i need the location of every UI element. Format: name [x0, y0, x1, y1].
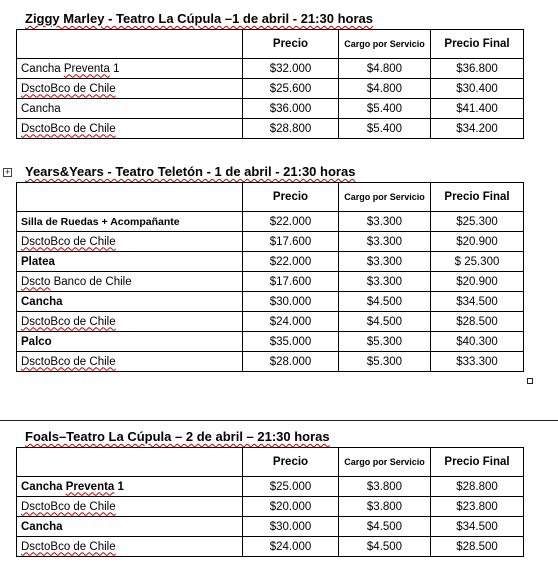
row-label[interactable]: Platea: [17, 252, 243, 272]
row-final[interactable]: $23.800: [431, 497, 524, 517]
row-price[interactable]: $22.000: [243, 212, 339, 232]
header-empty-cell[interactable]: [17, 183, 243, 212]
table-row: [17, 352, 524, 372]
event-title-years: [25, 164, 355, 179]
header-final-price[interactable]: Precio Final: [431, 448, 524, 477]
table-row: [17, 272, 524, 292]
row-fee[interactable]: $3.300: [339, 212, 431, 232]
row-price[interactable]: $32.000: [243, 59, 339, 79]
row-label[interactable]: Cancha: [17, 517, 243, 537]
row-fee[interactable]: $5.300: [339, 352, 431, 372]
price-table-foals: [16, 447, 524, 557]
row-label[interactable]: Cancha: [17, 99, 243, 119]
row-fee[interactable]: $3.300: [339, 272, 431, 292]
row-price[interactable]: $36.000: [243, 99, 339, 119]
row-final[interactable]: $28.800: [431, 477, 524, 497]
row-price[interactable]: $17.600: [243, 232, 339, 252]
table-row: [17, 99, 524, 119]
row-final[interactable]: $30.400: [431, 79, 524, 99]
price-table-years: [16, 182, 524, 372]
table-row: [17, 332, 524, 352]
table-row: [17, 517, 524, 537]
row-fee[interactable]: $4.500: [339, 517, 431, 537]
row-fee[interactable]: $3.800: [339, 497, 431, 517]
row-label[interactable]: DsctoBco de Chile: [17, 119, 243, 139]
header-empty-cell[interactable]: [17, 448, 243, 477]
row-fee[interactable]: $4.800: [339, 59, 431, 79]
table-row: [17, 232, 524, 252]
table-row: [17, 212, 524, 232]
row-price[interactable]: $28.000: [243, 352, 339, 372]
row-final[interactable]: $41.400: [431, 99, 524, 119]
row-final[interactable]: $25.300: [431, 212, 524, 232]
row-label[interactable]: Dscto Banco de Chile: [17, 272, 243, 292]
row-label[interactable]: Cancha Preventa 1: [17, 59, 243, 79]
row-price[interactable]: $22.000: [243, 252, 339, 272]
row-fee[interactable]: $4.500: [339, 312, 431, 332]
header-final-price[interactable]: Precio Final: [431, 183, 524, 212]
row-final[interactable]: $34.200: [431, 119, 524, 139]
page-divider: [0, 420, 558, 421]
table-row: [17, 312, 524, 332]
row-label[interactable]: Cancha: [17, 292, 243, 312]
row-final[interactable]: $28.500: [431, 312, 524, 332]
table-row: [17, 252, 524, 272]
row-final[interactable]: $20.900: [431, 272, 524, 292]
row-fee[interactable]: $3.300: [339, 232, 431, 252]
row-price[interactable]: $24.000: [243, 537, 339, 557]
row-label[interactable]: DsctoBco de Chile: [17, 79, 243, 99]
header-service-fee[interactable]: Cargo por Servicio: [339, 183, 431, 212]
row-label[interactable]: DsctoBco de Chile: [17, 537, 243, 557]
row-fee[interactable]: $5.400: [339, 119, 431, 139]
row-final[interactable]: $34.500: [431, 292, 524, 312]
header-price[interactable]: Precio: [243, 30, 339, 59]
table-header-row: [17, 183, 524, 212]
title-text: Years&Years - Teatro Teletón - 1 de abril - 21:30 horas: [25, 164, 356, 179]
row-final[interactable]: $ 25.300: [431, 252, 524, 272]
header-price[interactable]: Precio: [243, 448, 339, 477]
row-fee[interactable]: $4.500: [339, 292, 431, 312]
row-final[interactable]: $28.500: [431, 537, 524, 557]
event-title-foals: [25, 429, 330, 444]
title-text: Foals–Teatro La Cúpula – 2 de abril – 21:30 horas: [25, 429, 330, 444]
row-fee[interactable]: $4.500: [339, 537, 431, 557]
row-label[interactable]: DsctoBco de Chile: [17, 497, 243, 517]
row-final[interactable]: $36.800: [431, 59, 524, 79]
header-price[interactable]: Precio: [243, 183, 339, 212]
row-fee[interactable]: $3.300: [339, 252, 431, 272]
row-price[interactable]: $35.000: [243, 332, 339, 352]
table-row: [17, 497, 524, 517]
row-fee[interactable]: $5.400: [339, 99, 431, 119]
table-row: [17, 119, 524, 139]
table-row: [17, 59, 524, 79]
row-price[interactable]: $20.000: [243, 497, 339, 517]
row-label[interactable]: DsctoBco de Chile: [17, 352, 243, 372]
row-price[interactable]: $25.000: [243, 477, 339, 497]
row-price[interactable]: $24.000: [243, 312, 339, 332]
table-row: [17, 537, 524, 557]
header-final-price[interactable]: Precio Final: [431, 30, 524, 59]
price-table-ziggy: [16, 29, 524, 139]
row-label[interactable]: Palco: [17, 332, 243, 352]
table-row: [17, 477, 524, 497]
row-label[interactable]: Cancha Preventa 1: [17, 477, 243, 497]
event-title-ziggy: [25, 11, 373, 26]
header-service-fee[interactable]: Cargo por Servicio: [339, 30, 431, 59]
resize-handle-icon[interactable]: [527, 378, 533, 384]
row-price[interactable]: $30.000: [243, 517, 339, 537]
row-label[interactable]: DsctoBco de Chile: [17, 312, 243, 332]
row-fee[interactable]: $3.800: [339, 477, 431, 497]
row-fee[interactable]: $4.800: [339, 79, 431, 99]
row-price[interactable]: $25.600: [243, 79, 339, 99]
table-row: [17, 292, 524, 312]
title-text: Ziggy Marley - Teatro La Cúpula –1 de abril - 21:30 horas: [25, 11, 373, 26]
header-empty-cell[interactable]: [17, 30, 243, 59]
row-fee[interactable]: $5.300: [339, 332, 431, 352]
row-label[interactable]: DsctoBco de Chile: [17, 232, 243, 252]
table-header-row: [17, 30, 524, 59]
row-final[interactable]: $34.500: [431, 517, 524, 537]
table-row: [17, 79, 524, 99]
row-price[interactable]: $30.000: [243, 292, 339, 312]
table-header-row: [17, 448, 524, 477]
move-icon[interactable]: +: [4, 167, 11, 177]
row-final[interactable]: $33.300: [431, 352, 524, 372]
row-final[interactable]: $40.300: [431, 332, 524, 352]
row-price[interactable]: $17.600: [243, 272, 339, 292]
row-final[interactable]: $20.900: [431, 232, 524, 252]
row-label[interactable]: Silla de Ruedas + Acompañante: [17, 212, 243, 232]
row-price[interactable]: $28.800: [243, 119, 339, 139]
header-service-fee[interactable]: Cargo por Servicio: [339, 448, 431, 477]
